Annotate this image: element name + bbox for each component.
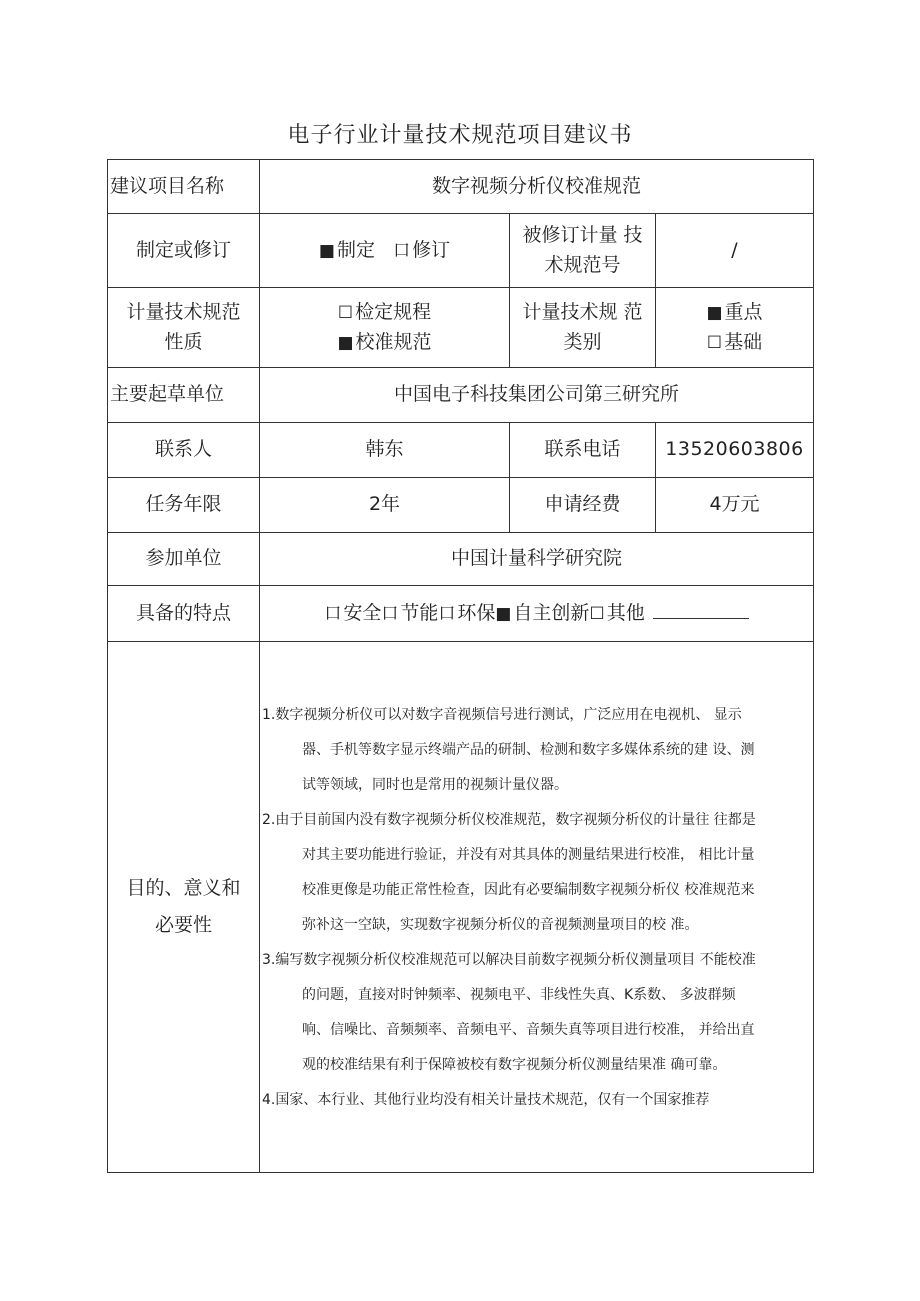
paragraph-line: 国家、本行业、其他行业均没有相关计量技术规范，仅有一个国家推荐 (275, 1092, 710, 1108)
nature-options (260, 288, 510, 368)
purpose-paragraph (262, 803, 805, 943)
checkbox-unchecked-icon: ☐ (706, 332, 723, 353)
paragraph-number: 2. (262, 812, 276, 828)
paragraph-line: 编写数字视频分析仪校准规范可以解决目前数字视频分析仪测量项目 不能校准 (275, 952, 756, 968)
category-label-line1: 计量技术规 范 (522, 301, 643, 324)
paragraph-line: 数字视频分析仪可以对数字音视频信号进行测试，广泛应用在电视机、 显示 (275, 707, 742, 723)
feature-option-safety[interactable] (324, 602, 381, 624)
purpose-content (260, 642, 814, 1173)
feature-option-innovation[interactable] (495, 602, 589, 624)
contact-label: 联系人 (108, 423, 260, 478)
nature-label-line1: 计量技术规范 (126, 301, 241, 324)
category-option-basic[interactable] (656, 328, 813, 357)
nature-label-line2: 性质 (164, 330, 203, 353)
option-label: 其他 (606, 601, 645, 624)
document-title: 电子行业计量技术规范项目建议书 (287, 123, 633, 148)
paragraph-line: 校准更像是功能正常性检查，因此有必要编制数字视频分析仪 校准规范来 (302, 882, 755, 898)
checkbox-unchecked-icon: 口 (393, 240, 411, 261)
fee-value: 4万元 (656, 478, 814, 533)
row-purpose (108, 642, 814, 1173)
row-project-name (108, 160, 814, 214)
nature-option-calibration[interactable] (260, 328, 509, 357)
paragraph-number: 4. (262, 1092, 276, 1108)
checkbox-checked-icon: ■ (495, 603, 512, 624)
term-label: 任务年限 (108, 478, 260, 533)
type-option-establish[interactable] (319, 239, 381, 261)
option-label: 修订 (412, 238, 451, 261)
paragraph-line: 弥补这一空缺，实现数字视频分析仪的音视频测量项目的校 准。 (302, 917, 699, 933)
type-option-revise[interactable] (393, 239, 450, 261)
checkbox-unchecked-icon: 口 (324, 603, 342, 624)
row-contact (108, 423, 814, 478)
type-options (260, 214, 510, 288)
purpose-label (108, 642, 260, 1173)
revised-spec-label-line1: 被修订计量 技 (522, 224, 643, 247)
row-features (108, 586, 814, 642)
purpose-label-line2: 必要性 (154, 914, 212, 936)
row-participants (108, 533, 814, 586)
paragraph-line: 的问题，直接对时钟频率、视频电平、非线性失真、K系数、 多波群频 (302, 987, 736, 1003)
proposal-form-table (107, 159, 814, 1173)
option-label: 检定规程 (355, 301, 432, 324)
checkbox-unchecked-icon: ☐ (589, 603, 605, 624)
paragraph-line: 对其主要功能进行验证，并没有对其具体的测量结果进行校准， 相比计量 (302, 847, 755, 863)
fee-label: 申请经费 (510, 478, 656, 533)
purpose-paragraph (262, 1083, 805, 1118)
feature-option-energy[interactable] (381, 602, 438, 624)
checkbox-unchecked-icon: ☐ (337, 303, 354, 324)
checkbox-checked-icon: ■ (337, 332, 354, 353)
checkbox-checked-icon: ■ (318, 240, 335, 261)
category-label (510, 288, 656, 368)
category-option-key[interactable] (656, 298, 813, 327)
paragraph-line: 试等领域，同时也是常用的视频计量仪器。 (302, 777, 568, 793)
feature-option-other[interactable] (589, 602, 644, 624)
checkbox-checked-icon: ■ (706, 303, 723, 324)
option-label: 节能 (400, 601, 439, 624)
term-value: 2年 (260, 478, 510, 533)
purpose-label-line1: 目的、意义和 (126, 877, 241, 899)
revised-spec-label-line2: 术规范号 (544, 253, 621, 276)
paragraph-line: 由于目前国内没有数字视频分析仪校准规范，数字视频分析仪的计量往 往都是 (275, 812, 756, 828)
drafting-unit-label: 主要起草单位 (108, 368, 260, 423)
revised-spec-value: / (656, 214, 814, 288)
option-label: 安全 (343, 601, 382, 624)
participants-label: 参加单位 (108, 533, 260, 586)
paragraph-line: 器、手机等数字显示终端产品的研制、检测和数字多媒体系统的建 设、测 (302, 742, 755, 758)
drafting-unit-value: 中国电子科技集团公司第三研究所 (260, 368, 814, 423)
type-label: 制定或修订 (108, 214, 260, 288)
category-label-line2: 类别 (563, 330, 602, 353)
paragraph-number: 3. (262, 952, 276, 968)
option-label: 重点 (724, 301, 763, 324)
checkbox-unchecked-icon: 口 (438, 603, 456, 624)
row-nature (108, 288, 814, 368)
paragraph-line: 观的校准结果有利于保障被校有数字视频分析仪测量结果准 确可靠。 (302, 1057, 727, 1073)
checkbox-unchecked-icon: 口 (381, 603, 399, 624)
row-term (108, 478, 814, 533)
feature-option-environment[interactable] (438, 602, 495, 624)
project-name-label: 建议项目名称 (108, 160, 260, 214)
participants-value: 中国计量科学研究院 (260, 533, 814, 586)
phone-label: 联系电话 (510, 423, 656, 478)
option-label: 校准规范 (355, 330, 432, 353)
nature-label (108, 288, 260, 368)
other-blank-field[interactable] (653, 600, 749, 619)
features-options (260, 586, 814, 642)
paragraph-line: 响、信噪比、音频频率、音频电平、音频失真等项目进行校准， 并给出直 (302, 1022, 755, 1038)
contact-value: 韩东 (260, 423, 510, 478)
phone-value: 13520603806 (656, 423, 814, 478)
revised-spec-label (510, 214, 656, 288)
option-label: 基础 (724, 330, 763, 353)
nature-option-verification[interactable] (260, 298, 509, 327)
purpose-paragraph (262, 698, 805, 803)
project-name-value: 数字视频分析仪校准规范 (260, 160, 814, 214)
option-label: 自主创新 (513, 601, 590, 624)
features-label: 具备的特点 (108, 586, 260, 642)
row-type (108, 214, 814, 288)
category-options (656, 288, 814, 368)
row-drafting-unit (108, 368, 814, 423)
paragraph-number: 1. (262, 707, 276, 723)
purpose-paragraph (262, 943, 805, 1083)
option-label: 制定 (336, 238, 375, 261)
option-label: 环保 (457, 601, 496, 624)
